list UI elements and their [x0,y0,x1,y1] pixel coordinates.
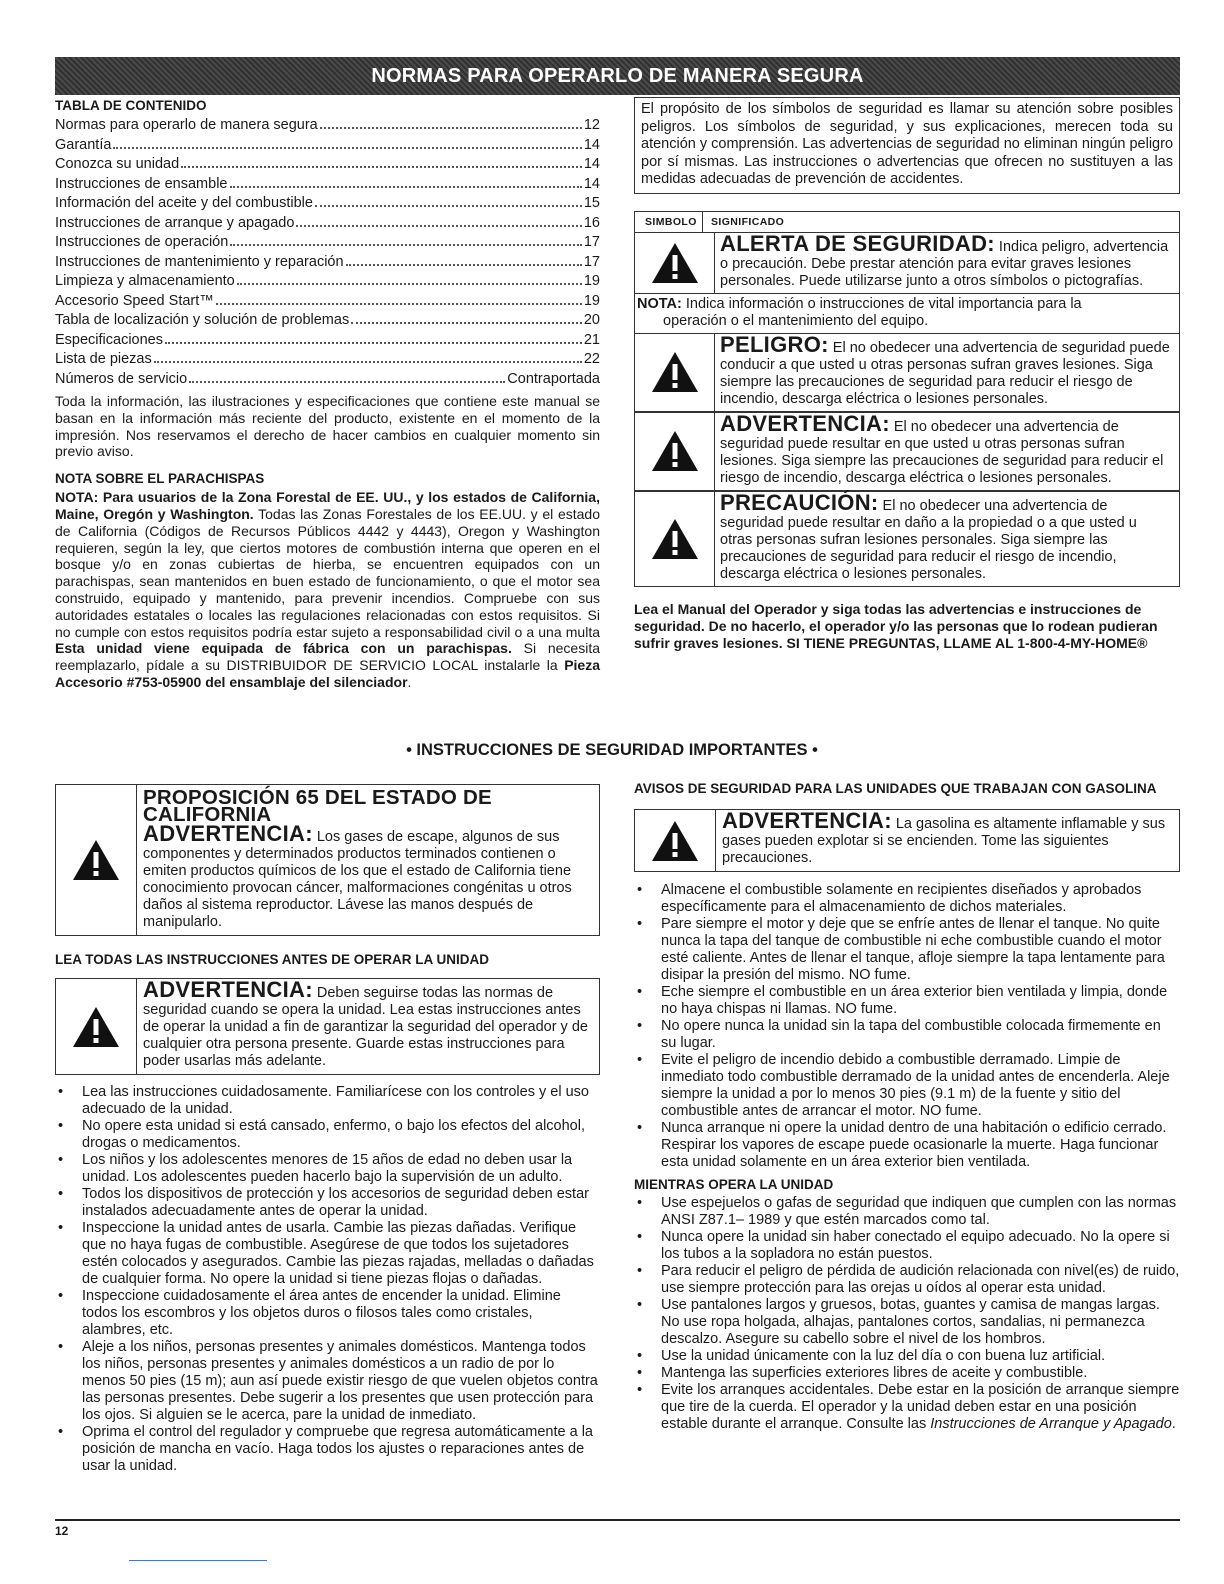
left-column-top [55,97,600,691]
toc-page: 17 [583,253,600,270]
advertencia-text: El no obedecer una advertencia de seguridad puede resultar en que usted u otras personas sufran lesiones. Siga siempre las precauciones de seguridad para reducir el riesgo de incendio, descarga eléctrica o lesiones personales. [720,418,1164,486]
spark-heading: NOTA SOBRE EL PARACHISPAS [55,471,265,487]
list-item: • Oprima el control del regulador y compruebe que regresa automáticamente a la posición de mancha en vacío. Haga todos los ajustes o reparaciones antes de usar la unidad. [55,1424,600,1475]
col-symbol: SIMBOLO [635,212,703,232]
toc-leader [113,147,581,149]
read-all-warning-label: ADVERTENCIA: [143,977,313,1002]
operating-bullet-list [634,1195,1180,1382]
toc-row [55,214,600,234]
toc-leader [315,205,582,207]
warning-triangle-icon [56,785,137,935]
toc-leader [346,264,582,266]
toc-title: Accesorio Speed Start™ [55,292,214,309]
toc-leader [165,342,582,344]
toc-leader [189,381,505,383]
list-item: • Eche siempre el combustible en un área exterior bien ventilada y limpia, donde no haya chispas ni llamas. NO fume. [634,984,1180,1018]
toc-page: 14 [583,156,600,172]
list-item: • Inspeccione cuidadosamente el área antes de encender la unidad. Elimine todos los escombros y los objetos duros o filosos tales como cristales, alambres, etc. [55,1288,600,1339]
toc-title: Información del aceite y del combustible [55,195,313,211]
toc-title: Instrucciones de mantenimiento y reparación [55,253,344,270]
toc-note: Toda la información, las ilustraciones y especificaciones que contiene este manual se basan en la información más reciente del producto, existente en el momento de la impresión. Nos reservamos el derecho de hacer cambios en cualquier momento sin previo aviso. [55,393,600,460]
toc-title: Garantía [55,136,112,153]
list-item: • Pare siempre el motor y deje que se enfríe antes de llenar el tanque. No quite nunca la tapa del tanque de combustible ni eche combustible cuando el motor esté caliente. Antes de llenar el tanque, afloje siempre la tapa lentamente para disipar la presión del mismo. NO fume. [634,916,1180,984]
toc-row [55,175,600,195]
toc-title: Instrucciones de ensamble [55,175,228,192]
nota-label: NOTA: [637,295,682,312]
list-item: • No opere nunca la unidad sin la tapa del combustible colocada firmemente en su lugar. [634,1018,1180,1052]
warning-triangle-icon [56,979,137,1074]
symbol-meaning-peligro [715,331,1179,411]
operating-last-text: Evite los arranques accidentales. Debe estar en la posición de arranque siempre que tire de la cuerda. El operador y la unidad deben estar en una posición estable durante el arranque. Consulte las [661,1382,1180,1432]
toc-row [55,116,600,136]
right-column-bottom [634,780,1180,1433]
peligro-text: El no obedecer una advertencia de seguridad puede conducir a que usted u otras personas sufran graves lesiones. Siga siempre las precauciones de seguridad para reducir el riesgo de incendio, descarga eléctrica o lesiones personales. [720,339,1170,407]
read-all-content [137,979,599,1074]
toc-title: Limpieza y almacenamiento [55,273,235,289]
toc-leader [181,166,582,168]
toc-page: 21 [583,331,600,348]
toc-row [55,272,600,292]
toc-page: 17 [583,234,600,250]
table-of-contents [55,116,600,389]
symbol-meaning-advertencia [715,410,1179,490]
list-item: • Inspeccione la unidad antes de usarla. Cambie las piezas dañadas. Verifique que no haya fugas de combustible. Asegúrese de que todos los sujetadores estén colocados y asegurados. Cambie las piezas rajadas, melladas o dañadas de cualquier forma. No opere la unidad si tiene piezas flojas o dañadas. [55,1220,600,1288]
precaucion-text: El no obedecer una advertencia de seguridad puede resultar en daño a la propiedad o a que usted u otras personas sufran lesiones personales. Siga siempre las precauciones de seguridad para reducir el riesgo de incendio, descarga eléctrica o lesiones personales. [720,497,1137,582]
gasoline-warning-text: La gasolina es altamente inflamable y sus gases pueden explotar si se encienden. Tome las siguientes precauciones. [722,816,1166,866]
toc-row [55,292,600,312]
toc-page: Contraportada [507,370,600,387]
list-item: • Nunca opere la unidad sin haber conectado el equipo adecuado. No la opere si los tubos a la sopladora no están puestos. [634,1229,1180,1263]
toc-page: 15 [583,195,600,211]
safety-bullet-list [55,1084,600,1475]
alert-text: Indica peligro, advertencia o precaución. Debe prestar atención para evitar graves lesiones personales. Puede utilizarse junto a otros símbolos o pictografías. [720,238,1169,289]
symbol-row-advertencia [635,412,1179,491]
list-item: • No opere esta unidad si está cansado, enfermo, o bajo los efectos del alcohol, drogas o medicamentos. [55,1118,600,1152]
toc-title: Conozca su unidad [55,156,180,172]
gasoline-warning-content [716,810,1179,871]
operating-heading: MIENTRAS OPERA LA UNIDAD [634,1177,834,1192]
toc-row [55,331,600,351]
spark-paragraph [55,489,600,691]
toc-page: 22 [583,351,600,367]
read-all-box [55,978,600,1075]
toc-leader [351,322,582,324]
page-number: 12 [55,1524,69,1538]
list-item: • Aleje a los niños, personas presentes y animales domésticos. Mantenga todos los niños, personas presentes y animales domésticos a un radio de por lo menos 50 pies (15 m); aun así puede existir riesgo de que vuelen objetos contra las personas presentes. Debe sugerir a los presentes que usen protección para los ojos. Si alguien se le acerca, pare la unidad de inmediato. [55,1339,600,1424]
toc-leader [320,127,582,129]
right-column-top [634,97,1180,652]
symbol-meaning-alert [715,230,1179,293]
toc-leader [237,283,582,285]
prop65-title: PROPOSICIÓN 65 DEL ESTADO DE CALIFORNIA [143,786,492,826]
symbols-table-header [635,212,1179,233]
alert-title: ALERTA DE SEGURIDAD: [720,230,995,256]
footer-rule [55,1519,1180,1521]
list-item: • Evite el peligro de incendio debido a combustible derramado. Limpie de inmediato todo combustible derramado de la unidad antes de encenderla. Aleje siempre la unidad a por lo menos 30 pies (9.1 m) de la fuente y sitio del combustible antes de arrancar el motor. NO fume. [634,1052,1180,1120]
symbols-table [634,211,1180,587]
toc-row [55,194,600,214]
list-item: • Lea las instrucciones cuidadosamente. Familiarícese con los controles y el uso adecuado de la unidad. [55,1084,600,1118]
nota-line-1: Indica información o instrucciones de vital importancia para la [681,295,1082,312]
symbols-intro-box: El propósito de los símbolos de seguridad es llamar su atención sobre posibles peligros. Los símbolos de seguridad, y sus explicaciones, merecen toda su atención y comprensión. Las advertencias de seguridad no eliminan ningún peligro por sí mismas. Las instrucciones o advertencias que ofrecen no sustituyen a las medidas adecuadas de prevención de accidentes. [634,97,1180,194]
toc-row [55,350,600,370]
toc-page: 19 [583,273,600,289]
toc-page: 14 [583,136,600,153]
col-meaning: SIGNIFICADO [711,215,785,228]
spark-bold-1: NOTA: Para usuarios de la Zona Forestal de EE. UU., y los estados de California, Maine, Oregón y Washington. [55,489,600,522]
toc-title: Instrucciones de operación [55,234,229,250]
toc-row [55,370,600,390]
list-item: • Para reducir el peligro de pérdida de audición relacionada con nivel(es) de ruido, use siempre protección para las orejas u oídos al operar esta unidad. [634,1263,1180,1297]
gasoline-warning-label: ADVERTENCIA: [722,808,892,833]
section-title: • INSTRUCCIONES DE SEGURIDAD IMPORTANTES • [406,741,818,759]
advertencia-title: ADVERTENCIA: [720,410,890,436]
page-banner: NORMAS PARA OPERARLO DE MANERA SEGURA [55,57,1180,95]
toc-leader [154,361,582,363]
spark-text-1: Todas las Zonas Forestales de los EE.UU. y el estado de California (Códigos de Recursos Públicos 4442 y 4443), Oregon y Washington requieren, según la ley, que ciertos motores de combustión interna que operen en el bosque y/o en zonas cubiertas de hierba, se encuentren equipados con un parachispas, sean mantenidos en buen estado de funcionamiento, o que el motor sea construido, equipado y mantenido, para prevenir incendios. Compruebe con sus autoridades estatales o locales las regulaciones relacionadas con estos requisitos. Si no cumple con estos requisitos podría estar sujeto a responsabilidad civil o a una multa [55,505,600,640]
symbol-meaning-precaucion [715,489,1179,586]
toc-leader [230,186,582,188]
list-item: • Mantenga las superficies exteriores libres de aceite y combustible. [634,1365,1180,1382]
toc-leader [216,303,582,305]
symbol-row-precaucion [635,491,1179,586]
toc-row [55,136,600,156]
peligro-title: PELIGRO: [720,331,829,357]
left-column-bottom [55,784,600,1475]
read-all-heading: LEA TODAS LAS INSTRUCCIONES ANTES DE OPERAR LA UNIDAD [55,952,490,967]
warning-triangle-icon [635,492,715,586]
gasoline-heading: AVISOS DE SEGURIDAD PARA LAS UNIDADES QUE TRABAJAN CON GASOLINA [634,781,1157,796]
toc-page: 20 [583,312,600,328]
precaucion-title: PRECAUCIÓN: [720,489,879,515]
gasoline-warning-box [634,809,1180,872]
list-item: • Nunca arranque ni opere la unidad dentro de una habitación o edificio cerrado. Respirar los vapores de escape puede ocasionarle la muerte. Haga funcionar esta unidad solamente en un área exterior bien ventilada. [634,1120,1180,1171]
symbol-row-nota [635,294,1179,334]
toc-title: Lista de piezas [55,351,152,367]
list-item [634,1382,1180,1433]
toc-row [55,253,600,273]
prop65-content [137,785,599,935]
warning-triangle-icon [635,810,716,871]
nota-line-2: operación o el mantenimiento del equipo. [663,312,929,329]
list-item: • Almacene el combustible solamente en recipientes diseñados y aprobados específicamente para el almacenamiento de dichos materiales. [634,882,1180,916]
toc-title: Instrucciones de arranque y apagado [55,214,295,231]
spark-bold-3: Pieza Accesorio #753-05900 del ensamblaje del silenciador [55,657,600,690]
list-item: • Use la unidad únicamente con la luz del día o con buena luz artificial. [634,1348,1180,1365]
toc-page: 12 [583,117,600,133]
read-manual-notice: Lea el Manual del Operador y siga todas las advertencias e instrucciones de seguridad. De no hacerlo, el operador y/o las personas que lo rodean pudieran sufrir graves lesiones. SI TIENE PREGUNTAS, LLAME AL 1-800-4-MY-HOME® [634,600,1158,651]
operating-last-emphasis: Instrucciones de Arranque y Apagado [930,1416,1172,1432]
prop65-warning-label: ADVERTENCIA: [143,821,313,846]
toc-leader [230,244,582,246]
read-all-text: Deben seguirse todas las normas de seguridad cuando se opera la unidad. Lea estas instrucciones antes de operar la unidad a fin de garantizar la seguridad del operador y de cualquier otra persona presente. Guarde estas instrucciones para poder usarlas más adelante. [143,985,588,1069]
prop65-box [55,784,600,936]
warning-triangle-icon [635,413,715,490]
toc-page: 19 [583,292,600,309]
symbol-row-alert [635,230,1179,294]
toc-leader [296,225,581,227]
warning-triangle-icon [635,233,715,293]
operating-last-bullet [634,1382,1180,1433]
operating-last-end: . [1171,1416,1176,1432]
list-item: • Use espejuelos o gafas de seguridad que indiquen que cumplen con las normas ANSI Z87.1– 1989 y que estén marcados como tal. [634,1195,1180,1229]
symbol-row-peligro [635,331,1179,412]
spark-text-3: . [407,673,412,690]
list-item: • Todos los dispositivos de protección y los accesorios de seguridad deben estar instalados adecuadamente antes de operar la unidad. [55,1186,600,1220]
spark-text-2: Si necesita reemplazarlo, pídale a su DISTRIBUIDOR DE SERVICIO LOCAL instalarle la [55,640,601,674]
toc-page: 14 [583,175,600,192]
warning-triangle-icon [635,334,715,411]
gasoline-bullet-list [634,882,1180,1171]
toc-row [55,155,600,175]
list-item: • Los niños y los adolescentes menores de 15 años de edad no deben usar la unidad. Los adolescentes pueden hacerlo bajo la supervisión de un adulto. [55,1152,600,1186]
toc-row [55,311,600,331]
prop65-text: Los gases de escape, algunos de sus componentes y determinados productos terminados contienen o emiten productos químicos de los que el estado de California tiene conocimiento provocan cáncer, malformaciones congénitas u otros daños al sistema reproductor. Lávese las manos después de manipularlo. [143,829,572,930]
toc-title: Números de servicio [55,370,188,387]
toc-page: 16 [583,214,600,231]
spark-bold-2: Esta unidad viene equipada de fábrica con un parachispas. [55,640,512,657]
list-item: • Use pantalones largos y gruesos, botas, guantes y camisa de mangas largas. No use ropa holgada, alhajas, pantalones cortos, sandalias, ni permanezca descalzo. Asegure su cabello sobre el nivel de los hombros. [634,1297,1180,1348]
toc-row [55,233,600,253]
toc-heading: TABLA DE CONTENIDO [55,98,207,113]
toc-title: Especificaciones [55,331,163,348]
footer-underline [129,1560,267,1561]
toc-title: Normas para operarlo de manera segura [55,117,318,133]
toc-title: Tabla de localización y solución de problemas [55,312,350,328]
